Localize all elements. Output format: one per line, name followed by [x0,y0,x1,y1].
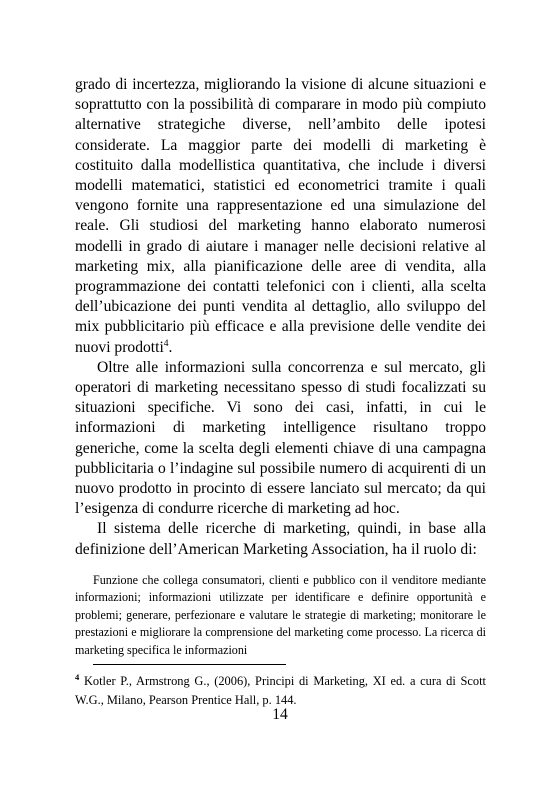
footnote [75,672,486,709]
footnote-reference[interactable]: 4 [163,338,169,349]
footnote-text: Kotler P., Armstrong G., (2006), Principi di Marketing, XI ed. a cura di Scott W.G., Milano, Pearson Prentice Hall, p. 144. [75,674,486,707]
paragraph-1-text: grado di incertezza, migliorando la visione di alcune situazioni e soprattutto con la possibilità di comparare in modo più compiuto alternative strategiche diverse, nell’ambito delle ipotesi considerate. La maggior parte dei modelli di marketing è costituito dalla modellistica quantitativa, che include i diversi modelli matematici, statistici ed econometrici tramite i quali vengono fornite una rappresentazione ed una simulazione del reale. Gli studiosi del marketing hanno elaborato numerosi modelli in grado di aiutare i manager nelle decisioni relative al marketing mix, alla pianificazione delle aree di vendita, alla programmazione dei contatti telefonici con i clienti, alla scelta dell’ubicazione dei punti vendita al dettaglio, allo sviluppo del mix pubblicitario più efficace e alla previsione delle vendite dei nuovi prodotti [75,76,486,356]
footnote-separator [93,664,286,665]
page-number: 14 [272,706,288,723]
footnote-number: 4 [75,671,80,682]
main-text [75,75,486,560]
block-quote: Funzione che collega consumatori, clienti e pubblico con il venditore mediante informazioni; informazioni utilizzate per identificare e definire opportunità e problemi; generare, perfezionare e valutare le strategie di marketing; monitorare le prestazioni e migliorare la comprensione del marketing come processo. La ricerca di marketing specifica le informazioni [75,573,486,657]
paragraph-2: Oltre alle informazioni sulla concorrenza e sul mercato, gli operatori di marketing necessitano spesso di studi focalizzati su situazioni specifiche. Vi sono dei casi, infatti, in cui le informazioni di marketing intelligence risultano troppo generiche, come la scelta degli elementi chiave di una campagna pubblicitaria o l’indagine sul possibile numero di acquirenti di un nuovo prodotto in procinto di essere lanciato sul mercato; da qui l’esigenza di condurre ricerche di marketing ad hoc. [75,358,486,518]
paragraph-1 [75,75,486,358]
paragraph-3: Il sistema delle ricerche di marketing, quindi, in base alla definizione dell’American Marketing Association, ha il ruolo di: [75,520,486,558]
paragraph-1-end: . [168,338,173,356]
